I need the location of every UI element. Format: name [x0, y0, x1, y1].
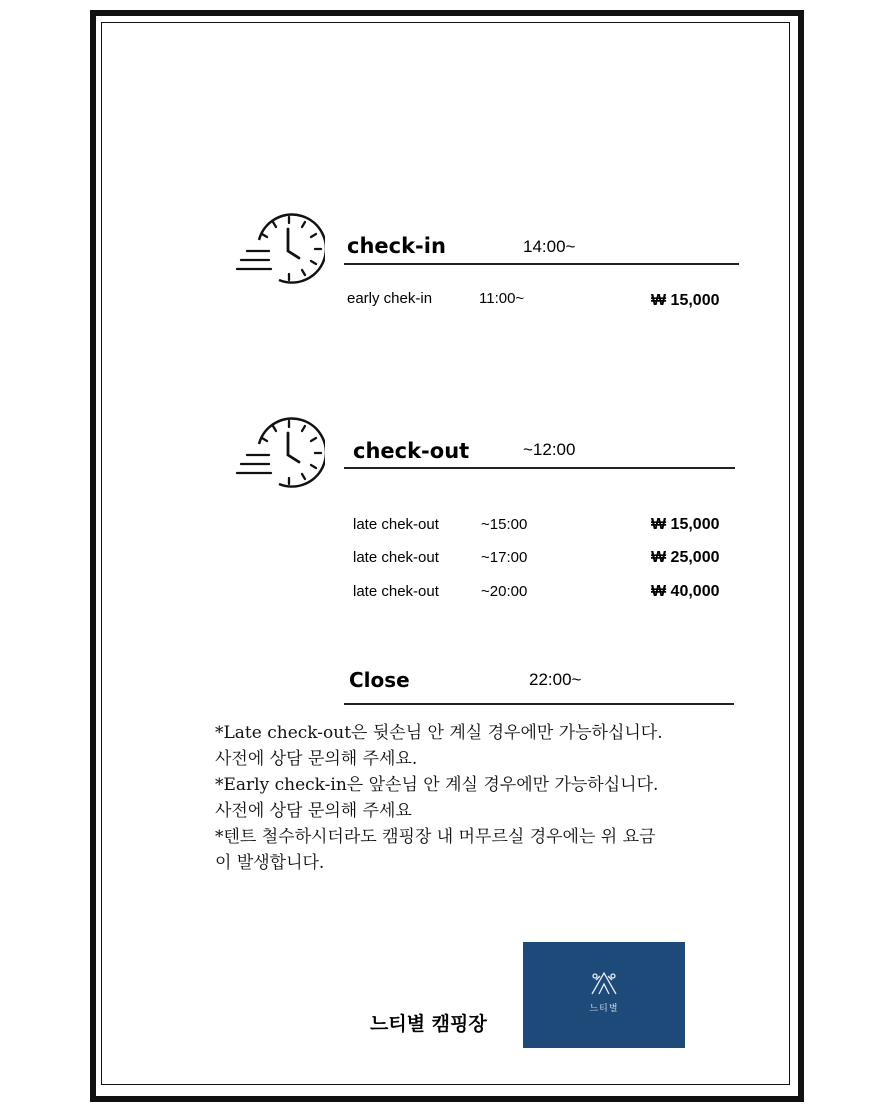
- note-line: 사전에 상담 문의해 주세요: [215, 801, 412, 821]
- late-checkout-label: late chek-out: [353, 549, 439, 566]
- checkin-divider: [344, 263, 739, 265]
- notes: [215, 720, 775, 876]
- late-checkout-label: late chek-out: [353, 516, 439, 533]
- late-checkout-time: ~15:00: [481, 516, 528, 533]
- close-title: Close: [349, 668, 410, 692]
- close-divider: [344, 703, 734, 705]
- late-checkout-label: late chek-out: [353, 583, 439, 600]
- note-line: *텐트 철수하시더라도 캠핑장 내 머무르실 경우에는 위 요금: [215, 827, 656, 847]
- logo-text: 느티별: [589, 1004, 619, 1014]
- note-line: 사전에 상담 문의해 주세요.: [215, 749, 418, 769]
- checkout-title: check-out: [353, 439, 470, 463]
- late-checkout-time: ~20:00: [481, 583, 528, 600]
- early-checkin-price: ₩ 15,000: [651, 292, 720, 309]
- note-line: *Late check-out은 뒷손님 안 계실 경우에만 가능하십니다.: [215, 723, 663, 743]
- tent-logo-icon: [590, 970, 618, 996]
- early-checkin-time: 11:00~: [479, 290, 525, 307]
- late-checkout-price: ₩ 15,000: [651, 516, 720, 533]
- brand-logo: [523, 942, 685, 1048]
- note-line: *Early check-in은 앞손님 안 계실 경우에만 가능하십니다.: [215, 775, 659, 795]
- checkout-divider: [344, 467, 735, 469]
- early-checkin-label: early chek-in: [347, 290, 433, 307]
- checkout-time: ~12:00: [523, 440, 576, 459]
- late-checkout-price: ₩ 25,000: [651, 549, 720, 566]
- brand-name: 느티별 캠핑장: [370, 1013, 487, 1035]
- checkin-title: check-in: [347, 234, 446, 258]
- late-checkout-price: ₩ 40,000: [651, 583, 720, 600]
- clock-icon: [235, 412, 325, 492]
- note-line: 이 발생합니다.: [215, 853, 325, 873]
- clock-icon: [235, 208, 325, 288]
- checkin-time: 14:00~: [523, 237, 576, 256]
- close-time: 22:00~: [529, 670, 582, 689]
- late-checkout-time: ~17:00: [481, 549, 528, 566]
